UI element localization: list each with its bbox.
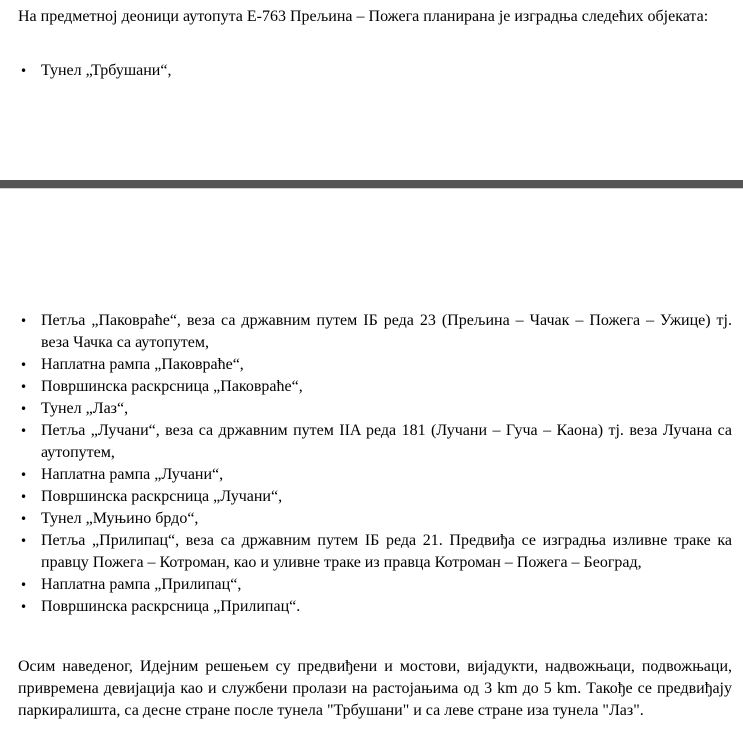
list-item-text: Наплатна рампа „Паковраће“, bbox=[41, 356, 244, 373]
list-item-text: Петља „Паковраће“, веза са државним путем IБ реда 23 (Прељина – Чачак – Пожега – Ужице) тј. веза Чачка са аутопутем, bbox=[41, 312, 732, 351]
bullet-icon: • bbox=[20, 314, 28, 328]
list-item-text: Петља „Прилипац“, веза са државним путем IБ реда 21. Предвиђа се изградња изливне траке ка правцу Пожега – Котроман, као и уливне траке из правца Котроман – Пожега – Београд, bbox=[41, 532, 732, 571]
list-item bbox=[18, 354, 732, 376]
list-item-text: Тунел „Лаз“, bbox=[41, 400, 129, 417]
bullet-icon: • bbox=[20, 380, 28, 394]
list-item-text: Површинска раскрсница „Лучани“, bbox=[41, 488, 283, 505]
list-item-text: Тунел „Трбушани“, bbox=[41, 62, 172, 79]
bullet-icon: • bbox=[20, 578, 28, 592]
list-item-text: Наплатна рампа „Прилипац“, bbox=[41, 576, 242, 593]
page-divider bbox=[0, 180, 743, 188]
bullet-icon: • bbox=[20, 600, 28, 614]
list-item-text: Наплатна рампа „Лучани“, bbox=[41, 466, 224, 483]
bullet-icon: • bbox=[20, 402, 28, 416]
bullet-icon: • bbox=[20, 358, 28, 372]
list-item bbox=[18, 508, 732, 530]
bullet-icon: • bbox=[20, 468, 28, 482]
structures-list-bottom bbox=[18, 310, 732, 618]
list-item bbox=[18, 596, 732, 618]
intro-paragraph: На предметној деоници аутопута Е-763 Прељина – Пожега планирана је изградња следећих објеката: bbox=[18, 8, 709, 25]
list-item-text: Површинска раскрсница „Прилипац“. bbox=[41, 598, 301, 615]
bullet-icon: • bbox=[20, 490, 28, 504]
structures-list-top bbox=[18, 60, 732, 82]
list-item-text: Тунел „Муњино брдо“, bbox=[41, 510, 199, 527]
list-item bbox=[18, 486, 732, 508]
list-item bbox=[18, 420, 732, 464]
closing-paragraph: Осим наведеног, Идејним решењем су предвиђени и мостови, вијадукти, надвожњаци, подвожњаци, привремена девијација као и службени пролази на растојањима од 3 km до 5 km. Такође се предвиђају паркиралишта, са десне стране после тунела "Трбушани" и са леве стране иза тунела "Лаз". bbox=[18, 658, 732, 719]
list-item-text: Петља „Лучани“, веза са државним путем IIA реда 181 (Лучани – Гуча – Каона) тј. веза Лучана са аутопутем, bbox=[41, 422, 732, 461]
list-item bbox=[18, 398, 732, 420]
list-item bbox=[18, 60, 732, 82]
bullet-icon: • bbox=[20, 424, 28, 438]
list-item bbox=[18, 464, 732, 486]
list-item bbox=[18, 376, 732, 398]
page-divider-shade bbox=[0, 188, 743, 189]
bullet-icon: • bbox=[20, 64, 28, 78]
list-item bbox=[18, 530, 732, 574]
list-item-text: Површинска раскрсница „Паковраће“, bbox=[41, 378, 303, 395]
bullet-icon: • bbox=[20, 512, 28, 526]
bullet-icon: • bbox=[20, 534, 28, 548]
list-item bbox=[18, 574, 732, 596]
list-item bbox=[18, 310, 732, 354]
